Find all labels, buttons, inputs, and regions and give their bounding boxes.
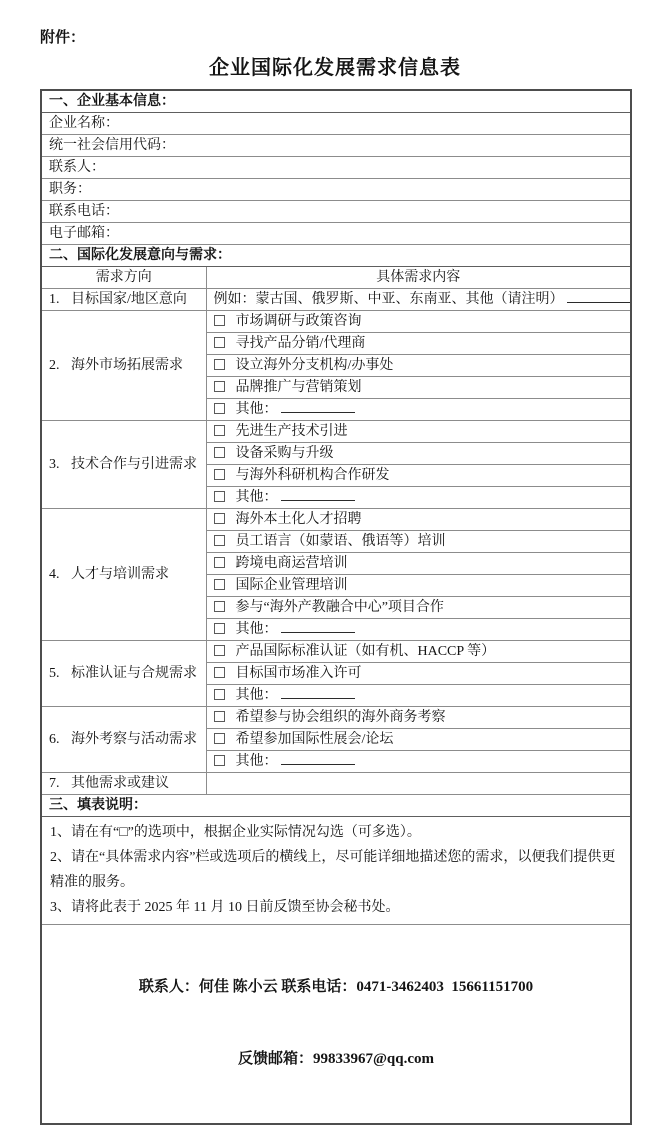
checkbox-icon[interactable]: [214, 359, 225, 370]
instruction-note-1: 1、请在有“□”的选项中，根据企业实际情况勾选（可多选）。: [50, 825, 421, 840]
row-other-needs: [41, 773, 631, 795]
footer-feedback-email: 反馈邮箱：99833967@qq.com: [237, 1051, 435, 1067]
checkbox-icon[interactable]: [214, 381, 225, 392]
row-label-other-needs: [41, 773, 206, 795]
option-cell: [206, 509, 631, 531]
section-basic-info-heading-row: [41, 90, 631, 113]
option-label: 员工语言（如蒙语、俄语等）培训: [235, 534, 446, 549]
checkbox-icon[interactable]: [214, 447, 225, 458]
option-label: 希望参加国际性展会/论坛: [235, 732, 394, 747]
option-cell: [206, 707, 631, 729]
row-label-overseas-market: [41, 311, 206, 421]
row-label-text: 目标国家/地区意向: [71, 292, 187, 307]
checkbox-icon[interactable]: [214, 623, 225, 634]
checkbox-icon[interactable]: [214, 557, 225, 568]
instructions-row: [41, 817, 631, 925]
checkbox-icon[interactable]: [214, 645, 225, 656]
footer-row: [41, 925, 631, 1125]
row-overseas-market: [41, 311, 631, 333]
row-label-target-countries: [41, 289, 206, 311]
option-cell: [206, 487, 631, 509]
section-instructions-heading: 三、填表说明：: [41, 795, 631, 817]
company-name-field[interactable]: 企业名称：: [41, 113, 631, 135]
option-cell: [206, 355, 631, 377]
checkbox-icon[interactable]: [214, 755, 225, 766]
option-cell: [206, 641, 631, 663]
option-label: 寻找产品分销/代理商: [235, 336, 366, 351]
field-row-phone: [41, 201, 631, 223]
row-label-text: 海外考察与活动需求: [71, 732, 197, 747]
instructions-cell: [41, 817, 631, 925]
row-label-text: 标准认证与合规需求: [71, 666, 197, 681]
section-needs-heading: 二、国际化发展意向与需求：: [41, 245, 631, 267]
option-label: 希望参与协会组织的海外商务考察: [235, 710, 446, 725]
attachment-label: 附件：: [40, 30, 86, 46]
option-label: 市场调研与政策咨询: [235, 314, 362, 329]
needs-column-header-row: [41, 267, 631, 289]
checkbox-icon[interactable]: [214, 601, 225, 612]
row-label-overseas-visits: [41, 707, 206, 773]
row-number: 3.: [49, 457, 60, 472]
row-overseas-visits: [41, 707, 631, 729]
page-title: 企业国际化发展需求信息表: [209, 57, 461, 79]
option-label: 先进生产技术引进: [235, 424, 348, 439]
row-number: 1.: [49, 292, 60, 307]
instruction-note-2: 2、请在“具体需求内容”栏或选项后的横线上，尽可能详细地描述您的需求，以便我们提供更精准的服务。: [50, 850, 616, 890]
row-talent-training: [41, 509, 631, 531]
fill-in-blank[interactable]: [281, 620, 355, 633]
checkbox-icon[interactable]: [214, 579, 225, 590]
option-cell: [206, 377, 631, 399]
field-row-credit-code: [41, 135, 631, 157]
position-field[interactable]: 职务：: [41, 179, 631, 201]
row-standards-certification: [41, 641, 631, 663]
checkbox-icon[interactable]: [214, 425, 225, 436]
option-label: 跨境电商运营培训: [235, 556, 348, 571]
row-number: 6.: [49, 732, 60, 747]
checkbox-icon[interactable]: [214, 403, 225, 414]
checkbox-icon[interactable]: [214, 513, 225, 524]
option-label: 目标国市场准入许可: [235, 666, 362, 681]
option-label: 其他：: [235, 754, 278, 769]
option-label: 与海外科研机构合作研发: [235, 468, 390, 483]
email-field[interactable]: 电子邮箱：: [41, 223, 631, 245]
option-label: 参与“海外产教融合中心”项目合作: [235, 600, 444, 615]
checkbox-icon[interactable]: [214, 469, 225, 480]
option-label: 其他：: [235, 688, 278, 703]
option-cell: [206, 465, 631, 487]
row-number: 5.: [49, 666, 60, 681]
section-basic-info-heading: 一、企业基本信息：: [41, 90, 631, 113]
contact-person-field[interactable]: 联系人：: [41, 157, 631, 179]
checkbox-icon[interactable]: [214, 337, 225, 348]
fill-in-blank[interactable]: [281, 686, 355, 699]
fill-in-blank[interactable]: [281, 488, 355, 501]
option-cell: [206, 443, 631, 465]
option-label: 设备采购与升级: [235, 446, 334, 461]
option-cell: [206, 751, 631, 773]
option-cell: [206, 311, 631, 333]
needs-form-table: [40, 89, 632, 1125]
checkbox-icon[interactable]: [214, 315, 225, 326]
footer-cell: [41, 925, 631, 1125]
option-cell: [206, 663, 631, 685]
section-instructions-heading-row: [41, 795, 631, 817]
option-cell: [206, 421, 631, 443]
option-label: 产品国际标准认证（如有机、HACCP 等）: [235, 644, 496, 659]
document-page: [40, 26, 630, 1125]
fill-in-blank[interactable]: [567, 290, 632, 303]
row-label-text: 人才与培训需求: [71, 567, 169, 582]
example-text: 例如：蒙古国、俄罗斯、中亚、东南亚、其他（请注明）: [213, 292, 564, 307]
row-number: 2.: [49, 358, 60, 373]
footer-contact-line: 联系人：何佳 陈小云 联系电话：0471-3462403 15661151700: [138, 979, 534, 995]
option-label: 国际企业管理培训: [235, 578, 348, 593]
option-cell: [206, 685, 631, 707]
field-row-contact-person: [41, 157, 631, 179]
credit-code-field[interactable]: 统一社会信用代码：: [41, 135, 631, 157]
option-cell: [206, 597, 631, 619]
option-cell: [206, 575, 631, 597]
other-needs-content-cell[interactable]: [206, 773, 631, 795]
checkbox-icon[interactable]: [214, 711, 225, 722]
checkbox-icon[interactable]: [214, 535, 225, 546]
phone-field[interactable]: 联系电话：: [41, 201, 631, 223]
target-countries-example-cell: [206, 289, 631, 311]
checkbox-icon[interactable]: [214, 667, 225, 678]
row-number: 7.: [49, 776, 60, 791]
option-label: 其他：: [235, 402, 278, 417]
field-row-company-name: [41, 113, 631, 135]
row-tech-cooperation: [41, 421, 631, 443]
row-label-standards-certification: [41, 641, 206, 707]
row-label-text: 其他需求或建议: [71, 776, 169, 791]
row-label-talent-training: [41, 509, 206, 641]
checkbox-icon[interactable]: [214, 689, 225, 700]
field-row-email: [41, 223, 631, 245]
option-cell: [206, 729, 631, 751]
option-cell: [206, 399, 631, 421]
option-label: 品牌推广与营销策划: [235, 380, 362, 395]
section-needs-heading-row: [41, 245, 631, 267]
option-label: 海外本土化人才招聘: [235, 512, 362, 527]
checkbox-icon[interactable]: [214, 733, 225, 744]
row-number: 4.: [49, 567, 60, 582]
row-label-text: 海外市场拓展需求: [71, 358, 183, 373]
option-label: 其他：: [235, 490, 278, 505]
option-label: 设立海外分支机构/办事处: [235, 358, 394, 373]
option-label: 其他：: [235, 622, 278, 637]
checkbox-icon[interactable]: [214, 491, 225, 502]
instruction-note-3: 3、请将此表于 2025 年 11 月 10 日前反馈至协会秘书处。: [50, 900, 400, 915]
row-target-countries: [41, 289, 631, 311]
column-header-content: 具体需求内容: [206, 267, 631, 289]
fill-in-blank[interactable]: [281, 400, 355, 413]
fill-in-blank[interactable]: [281, 752, 355, 765]
option-cell: [206, 619, 631, 641]
option-cell: [206, 553, 631, 575]
option-cell: [206, 333, 631, 355]
option-cell: [206, 531, 631, 553]
row-label-text: 技术合作与引进需求: [71, 457, 197, 472]
field-row-position: [41, 179, 631, 201]
row-label-tech-cooperation: [41, 421, 206, 509]
column-header-direction: 需求方向: [41, 267, 206, 289]
